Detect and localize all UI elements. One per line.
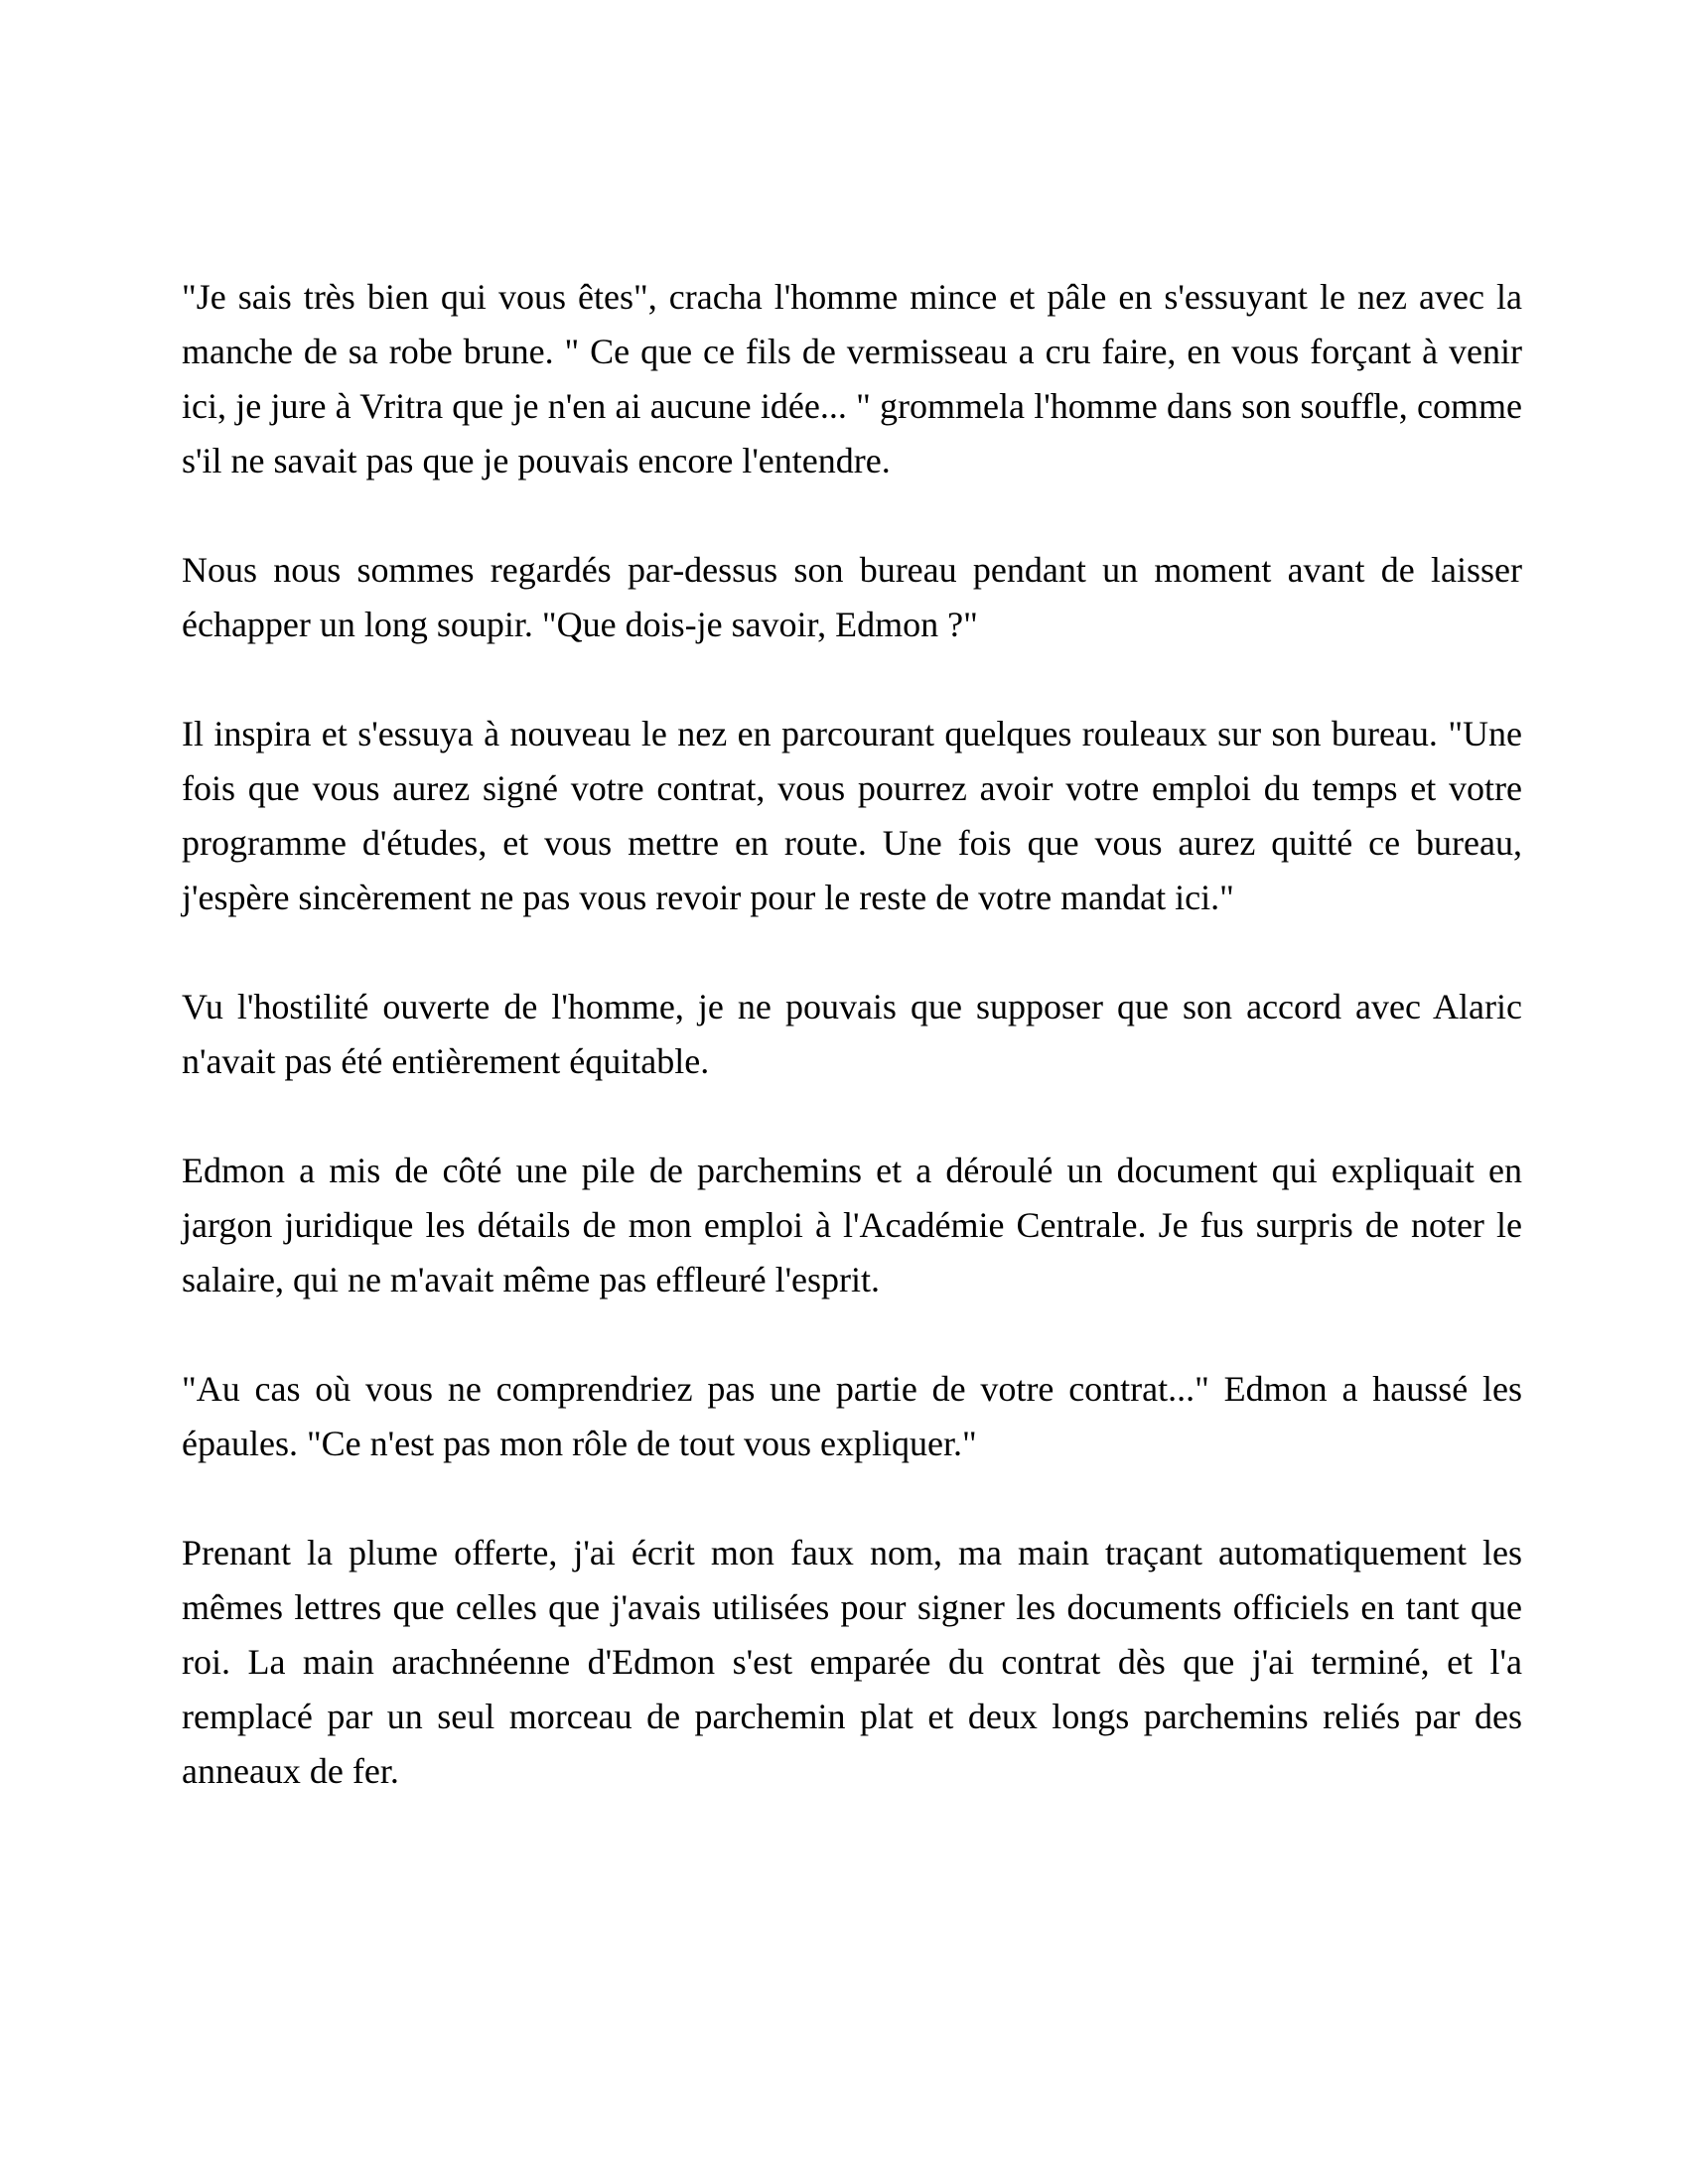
paragraph-5: Edmon a mis de côté une pile de parchemins et a déroulé un document qui expliquait en jargon juridique les détails de mon emploi à l'Académie Centrale. Je fus surpris de noter le salaire, qui ne m'avait même pas effleuré l'esprit. — [182, 1151, 1522, 1299]
paragraph-6: "Au cas où vous ne comprendriez pas une partie de votre contrat..." Edmon a haussé les épaules. "Ce n'est pas mon rôle de tout vous expliquer." — [182, 1369, 1522, 1463]
paragraph-1: "Je sais très bien qui vous êtes", cracha l'homme mince et pâle en s'essuyant le nez avec la manche de sa robe brune. " Ce que ce fils de vermisseau a cru faire, en vous forçant à venir ici, je jure à Vritra que je n'en ai aucune idée... " grommela l'homme dans son souffle, comme s'il ne savait pas que je pouvais encore l'entendre. — [182, 277, 1522, 480]
paragraph-4: Vu l'hostilité ouverte de l'homme, je ne pouvais que supposer que son accord avec Alaric n'avait pas été entièrement équitable. — [182, 987, 1522, 1081]
paragraph-3: Il inspira et s'essuya à nouveau le nez en parcourant quelques rouleaux sur son bureau. "Une fois que vous aurez signé votre contrat, vous pourrez avoir votre emploi du temps et votre programme d'études, et vous mettre en route. Une fois que vous aurez quitté ce bureau, j'espère sincèrement ne pas vous revoir pour le reste de votre mandat ici." — [182, 714, 1522, 917]
paragraph-7: Prenant la plume offerte, j'ai écrit mon faux nom, ma main traçant automatiquement les mêmes lettres que celles que j'avais utilisées pour signer les documents officiels en tant que roi. La main arachnéenne d'Edmon s'est emparée du contrat dès que j'ai terminé, et l'a remplacé par un seul morceau de parchemin plat et deux longs parchemins reliés par des anneaux de fer. — [182, 1533, 1522, 1791]
paragraph-2: Nous nous sommes regardés par-dessus son bureau pendant un moment avant de laisser échapper un long soupir. "Que dois-je savoir, Edmon ?" — [182, 550, 1522, 644]
